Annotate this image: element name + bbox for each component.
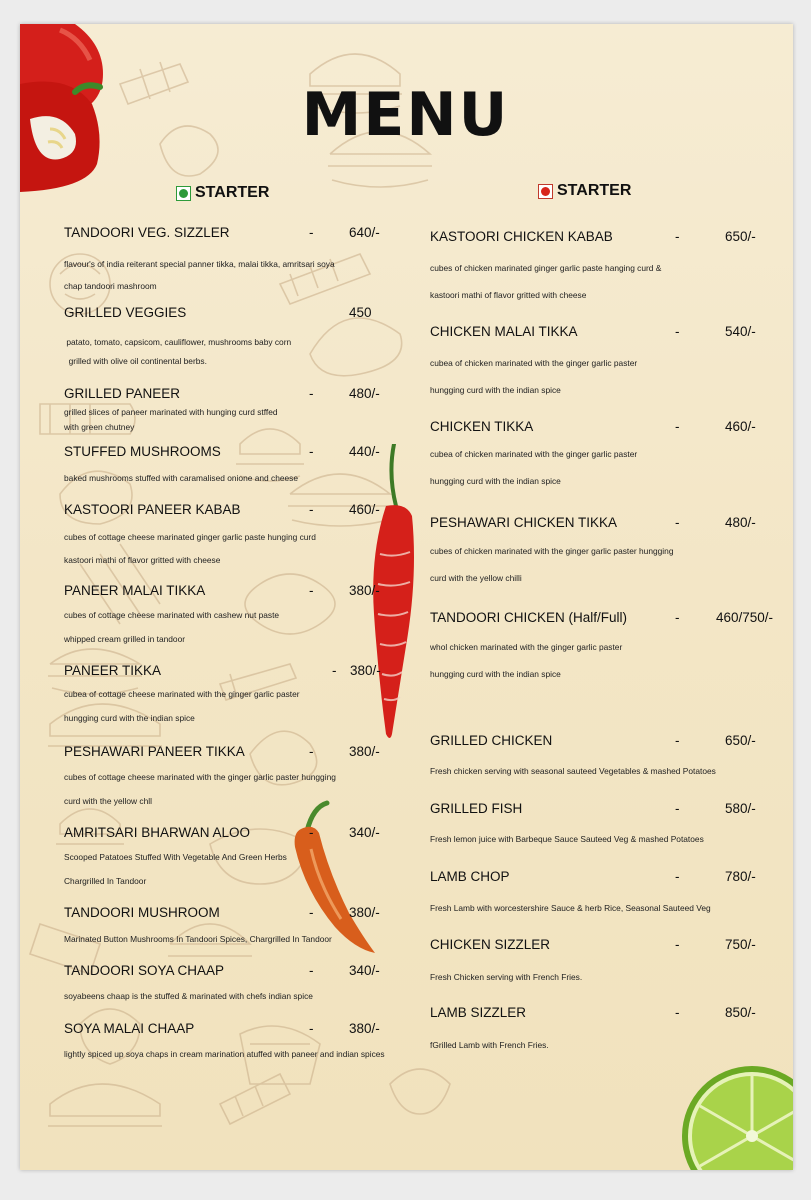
menu-item-name: CHICKEN SIZZLER xyxy=(430,937,551,952)
menu-item-separator: - xyxy=(675,229,680,244)
menu-item-separator: - xyxy=(675,937,680,952)
menu-item-price: 380/- xyxy=(349,583,380,598)
menu-item-name: PESHAWARI CHICKEN TIKKA xyxy=(430,515,618,530)
menu-item-price: 640/- xyxy=(349,225,380,240)
menu-item-separator: - xyxy=(675,801,680,816)
menu-item-price: 340/- xyxy=(349,825,380,840)
menu-item-price: 440/- xyxy=(349,444,380,459)
menu-item-name: PANEER TIKKA xyxy=(64,663,162,678)
menu-item-description: whipped cream grilled in tandoor xyxy=(64,634,186,644)
menu-item-name: TANDOORI CHICKEN (Half/Full) xyxy=(430,610,628,625)
menu-item-name: PESHAWARI PANEER TIKKA xyxy=(64,744,245,759)
menu-item-separator: - xyxy=(675,515,680,530)
menu-item-description: flavour's of india reiterant special panner tikka, malai tikka, amritsari soya xyxy=(64,259,335,269)
menu-item-price: 480/- xyxy=(349,386,380,401)
menu-item-price: 460/750/- xyxy=(716,610,774,625)
menu-item-price: 780/- xyxy=(725,869,756,884)
menu-item-description: with green chutney xyxy=(64,422,135,432)
menu-item-name: SOYA MALAI CHAAP xyxy=(64,1021,195,1036)
menu-item-price: 450 xyxy=(349,305,372,320)
menu-item-name: GRILLED CHICKEN xyxy=(430,733,553,748)
menu-item-description: Fresh Lamb with worcestershire Sauce & herb Rice, Seasonal Sauteed Veg xyxy=(430,903,711,913)
menu-title: MENU xyxy=(301,80,510,150)
menu-item-separator: - xyxy=(675,419,680,434)
menu-item-description: cubea of chicken marinated with the ginger garlic paster xyxy=(430,358,638,368)
menu-item-separator: - xyxy=(309,744,314,759)
menu-item-name: TANDOORI MUSHROOM xyxy=(64,905,220,920)
menu-item-description: cubes of cottage cheese marinated with the ginger garlic paster hungging xyxy=(64,772,336,782)
menu-item-separator: - xyxy=(309,225,314,240)
nonveg-section-title: STARTER xyxy=(557,182,632,199)
nonveg-symbol-icon xyxy=(538,184,553,199)
menu-item-name: GRILLED VEGGIES xyxy=(64,305,187,320)
menu-item-separator: - xyxy=(675,610,680,625)
menu-item-description: cubes of chicken marinated ginger garlic paste hanging curd & xyxy=(430,263,662,273)
menu-item-name: TANDOORI SOYA CHAAP xyxy=(64,963,225,978)
menu-item-price: 460/- xyxy=(725,419,756,434)
menu-item-separator: - xyxy=(309,825,314,840)
menu-item-price: 380/- xyxy=(350,663,381,678)
menu-item-name: STUFFED MUSHROOMS xyxy=(64,444,221,459)
menu-item-description: curd with the yellow chilli xyxy=(430,573,522,583)
menu-item-price: 650/- xyxy=(725,733,756,748)
veg-section-header xyxy=(176,184,269,202)
menu-item-description: Chargrilled In Tandoor xyxy=(64,876,147,886)
menu-item-separator: - xyxy=(675,733,680,748)
menu-item-name: AMRITSARI BHARWAN ALOO xyxy=(64,825,251,840)
menu-item-separator: - xyxy=(332,663,337,678)
menu-item-separator: - xyxy=(675,869,680,884)
menu-item-price: 850/- xyxy=(725,1005,756,1020)
menu-item-description: patato, tomato, capsicom, cauliflower, mushrooms baby corn xyxy=(64,337,292,347)
menu-item-description: fGrilled Lamb with French Fries. xyxy=(430,1040,549,1050)
menu-item-separator: - xyxy=(309,502,314,517)
menu-item-price: 540/- xyxy=(725,324,756,339)
menu-item-description: grilled with olive oil continental berbs. xyxy=(64,356,207,366)
menu-item-description: curd with the yellow chll xyxy=(64,796,152,806)
menu-item-separator: - xyxy=(309,386,314,401)
menu-item-description: hungging curd with the indian spice xyxy=(430,669,561,679)
menu-item-description: hungging curd with the indian spice xyxy=(430,476,561,486)
menu-item-separator: - xyxy=(309,963,314,978)
menu-item-description: chap tandoori mashroom xyxy=(64,281,157,291)
menu-item-price: 480/- xyxy=(725,515,756,530)
menu-item-separator: - xyxy=(309,583,314,598)
menu-item-name: GRILLED PANEER xyxy=(64,386,181,401)
menu-item-description: Fresh lemon juice with Barbeque Sauce Sauteed Veg & mashed Potatoes xyxy=(430,834,704,844)
nonveg-section-header xyxy=(538,182,631,200)
menu-item-description: cubea of cottage cheese marinated with the ginger garlic paster xyxy=(64,689,300,699)
menu-item-price: 380/- xyxy=(349,905,380,920)
menu-item-separator: - xyxy=(309,905,314,920)
menu-item-separator: - xyxy=(309,1021,314,1036)
menu-item-name: CHICKEN MALAI TIKKA xyxy=(430,324,578,339)
menu-item-description: baked mushrooms stuffed with caramalised onione and cheese xyxy=(64,473,299,483)
menu-item-price: 650/- xyxy=(725,229,756,244)
menu-item-price: 380/- xyxy=(349,1021,380,1036)
menu-item-description: kastoori mathi of flavor gritted with cheese xyxy=(64,555,221,565)
menu-item-name: PANEER MALAI TIKKA xyxy=(64,583,206,598)
menu-item-description: lightly spiced up soya chaps in cream marination atuffed with paneer and indian spices xyxy=(64,1049,385,1059)
menu-item-description: Fresh chicken serving with seasonal sauteed Vegetables & mashed Potatoes xyxy=(430,766,716,776)
menu-item-price: 340/- xyxy=(349,963,380,978)
menu-item-description: Scooped Patatoes Stuffed With Vegetable And Green Herbs xyxy=(64,852,287,862)
menu-item-description: kastoori mathi of flavor gritted with cheese xyxy=(430,290,587,300)
menu-item-price: 750/- xyxy=(725,937,756,952)
lime-slice-icon xyxy=(680,1064,793,1170)
menu-item-description: cubes of chicken marinated with the ginger garlic paster hungging xyxy=(430,546,674,556)
menu-item-name: KASTOORI PANEER KABAB xyxy=(64,502,241,517)
menu-item-price: 580/- xyxy=(725,801,756,816)
menu-item-description: soyabeens chaap is the stuffed & marinated with chefs indian spice xyxy=(64,991,313,1001)
menu-item-description: Marinated Button Mushrooms In Tandoori Spices, Chargrilled In Tandoor xyxy=(64,934,332,944)
menu-item-description: whol chicken marinated with the ginger garlic paster xyxy=(430,642,623,652)
menu-item-name: KASTOORI CHICKEN KABAB xyxy=(430,229,613,244)
menu-item-price: 380/- xyxy=(349,744,380,759)
menu-item-separator: - xyxy=(675,1005,680,1020)
menu-item-price: 460/- xyxy=(349,502,380,517)
veg-section-title: STARTER xyxy=(195,184,270,201)
menu-item-name: TANDOORI VEG. SIZZLER xyxy=(64,225,230,240)
menu-item-description: cubes of cottage cheese marinated ginger garlic paste hunging curd xyxy=(64,532,316,542)
menu-item-name: LAMB SIZZLER xyxy=(430,1005,527,1020)
menu-item-name: LAMB CHOP xyxy=(430,869,510,884)
menu-item-name: GRILLED FISH xyxy=(430,801,523,816)
menu-item-separator: - xyxy=(309,444,314,459)
menu-item-description: cubea of chicken marinated with the ginger garlic paster xyxy=(430,449,638,459)
menu-item-description: hungging curd with the indian spice xyxy=(64,713,195,723)
menu-item-description: cubes of cottage cheese marinated with cashew nut paste xyxy=(64,610,280,620)
menu-item-description: Fresh Chicken serving with French Fries. xyxy=(430,972,583,982)
menu-item-name: CHICKEN TIKKA xyxy=(430,419,534,434)
menu-item-separator: - xyxy=(675,324,680,339)
menu-item-description: hungging curd with the indian spice xyxy=(430,385,561,395)
veg-symbol-icon xyxy=(176,186,191,201)
menu-item-description: grilled slices of paneer marinated with hunging curd stffed xyxy=(64,407,278,417)
